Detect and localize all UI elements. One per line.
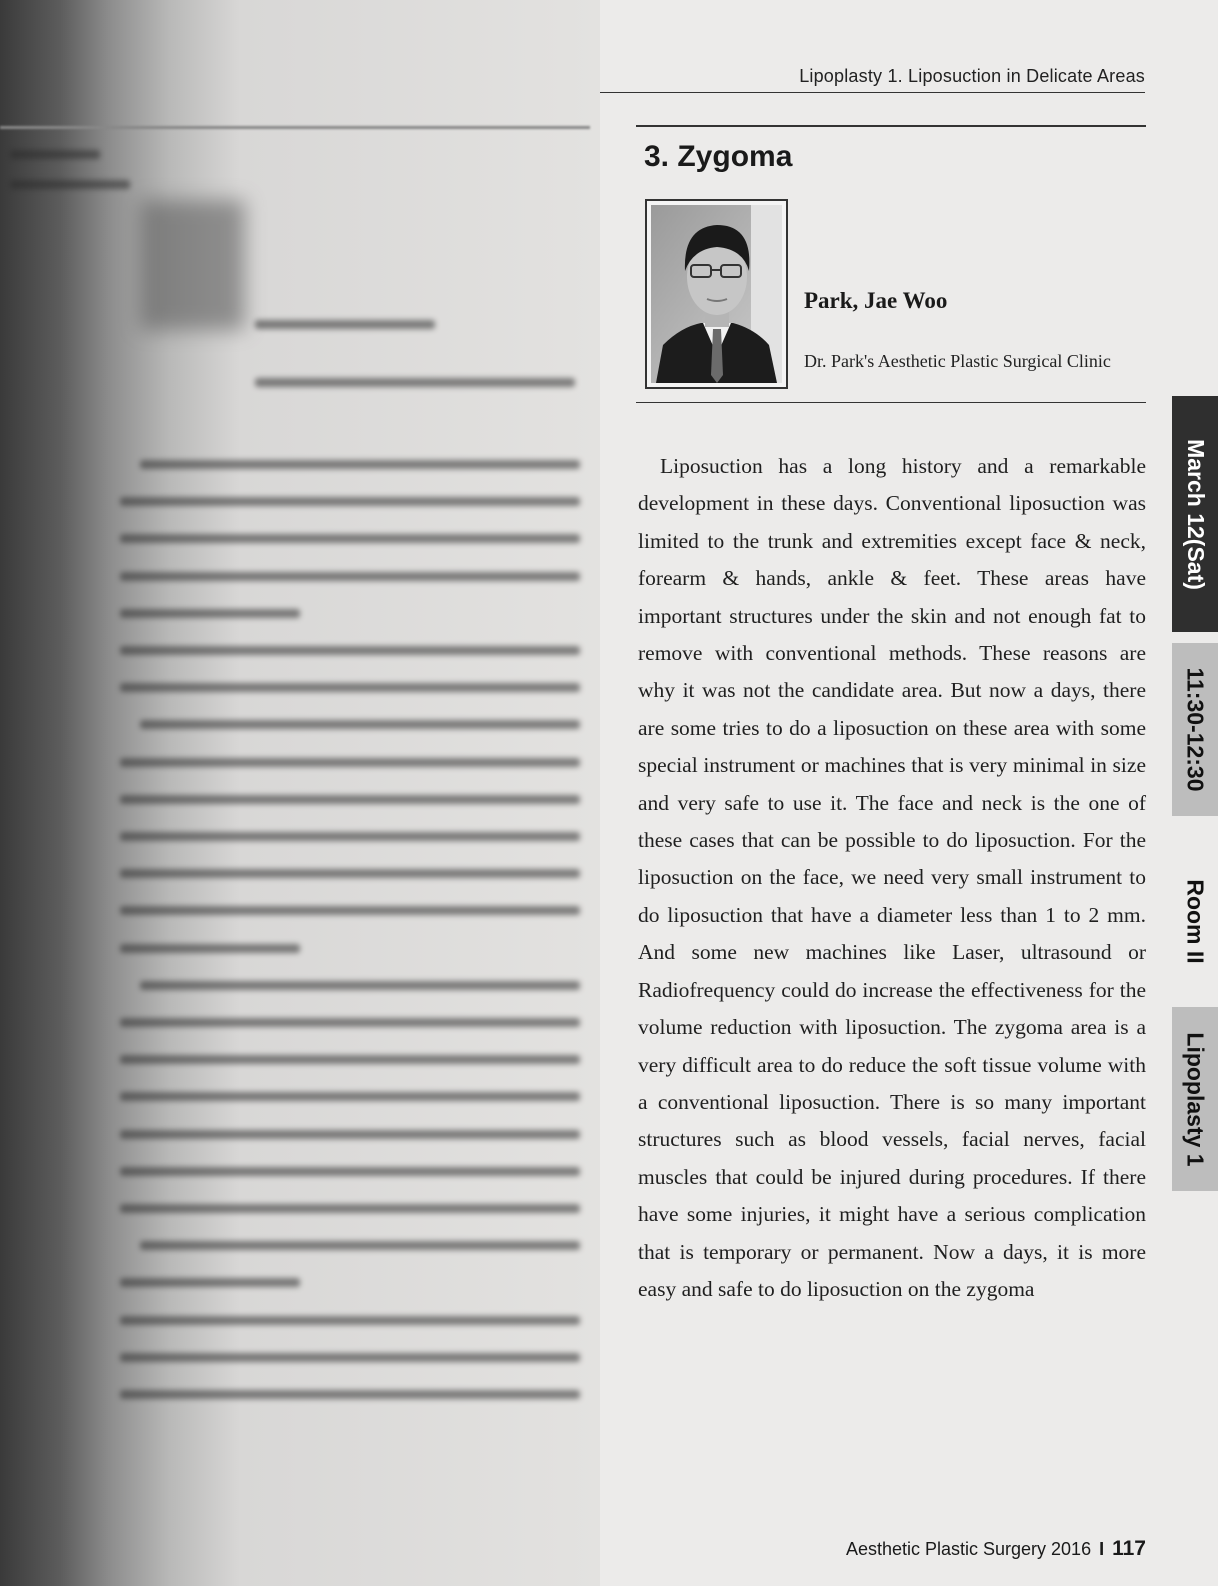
page-number: 117 xyxy=(1112,1537,1146,1560)
header-rule xyxy=(600,92,1145,93)
side-tab-time xyxy=(1172,643,1218,816)
side-tab-time-label: 11:30-12:30 xyxy=(1182,667,1209,792)
blurred-line xyxy=(120,944,300,953)
blurred-line xyxy=(120,1353,580,1362)
running-head: Lipoplasty 1. Liposuction in Delicate Areas xyxy=(799,66,1145,86)
abstract-body: Liposuction has a long history and a remarkable development in these days. Conventional liposuction was limited to the trunk and extremities except face & neck, forearm & hands, ankle & feet. These areas have important structures under the skin and not enough fat to remove with conventional methods. These reasons are why it was not the candidate area. But now a days, there are some tries to do a liposuction on these area with some special instrument or machines that is very minimal in size and very safe to use it. The face and neck is the one of these cases that can be possible to do liposuction. For the liposuction on the face, we need very small instrument to do liposuction that have a diameter less than 1 to 2 mm. And some new machines like Laser, ultrasound or Radiofrequency could do increase the effectiveness for the volume reduction with liposuction. The zygoma area is a very difficult area to do reduce the soft tissue volume with a conventional liposuction. There is so many important structures such as blood vessels, facial nerves, facial muscles that could be injured during procedures. If there have some injuries, it might have a serious complication that is temporary or permanent. Now a days, it is more easy and safe to do liposuction on the zygoma xyxy=(638,454,1146,1301)
blurred-line xyxy=(120,497,580,506)
blurred-line xyxy=(120,832,580,841)
section-top-rule xyxy=(636,125,1146,127)
side-tab-room xyxy=(1172,866,1218,976)
blurred-line xyxy=(140,981,580,990)
blurred-line xyxy=(120,1204,580,1213)
blurred-line xyxy=(120,609,300,618)
blurred-line xyxy=(120,869,580,878)
side-tab-session xyxy=(1172,1007,1218,1191)
footer-journal: Aesthetic Plastic Surgery 2016 xyxy=(845,1539,1092,1559)
page-footer xyxy=(820,1537,1146,1561)
blurred-line xyxy=(255,378,575,387)
author-portrait-image xyxy=(651,205,782,383)
blurred-line xyxy=(120,1018,580,1027)
blurred-line xyxy=(120,1167,580,1176)
side-tab-session-label: Lipoplasty 1 xyxy=(1182,1031,1209,1167)
blurred-line xyxy=(140,460,580,469)
author-name: Park, Jae Woo xyxy=(804,288,948,313)
blurred-line xyxy=(10,180,130,189)
facing-page-blurred xyxy=(0,0,600,1586)
side-tab-date xyxy=(1172,396,1218,632)
blurred-line xyxy=(120,683,580,692)
blurred-line xyxy=(120,795,580,804)
blurred-line xyxy=(140,1241,580,1250)
blurred-line xyxy=(120,906,580,915)
section-title: 3. Zygoma xyxy=(644,140,793,173)
author-affiliation: Dr. Park's Aesthetic Plastic Surgical Clinic xyxy=(804,351,1111,371)
blurred-line xyxy=(120,1055,580,1064)
blurred-line xyxy=(120,1316,580,1325)
blurred-line xyxy=(120,758,580,767)
blurred-line xyxy=(120,1092,580,1101)
blurred-line xyxy=(120,1130,580,1139)
blurred-line xyxy=(120,534,580,543)
blurred-line xyxy=(120,646,580,655)
blurred-line xyxy=(120,572,580,581)
blurred-line xyxy=(10,150,100,159)
blurred-line xyxy=(255,320,435,329)
blurred-line xyxy=(120,1278,300,1287)
footer-separator: I xyxy=(1099,1539,1105,1559)
blurred-line xyxy=(140,720,580,729)
section-bottom-rule xyxy=(636,402,1146,403)
facing-page-text-blur xyxy=(0,0,600,1586)
blurred-line xyxy=(120,1390,580,1399)
side-tab-date-label: March 12(Sat) xyxy=(1182,438,1209,590)
side-tab-room-label: Room II xyxy=(1182,878,1209,964)
author-portrait xyxy=(645,199,788,389)
